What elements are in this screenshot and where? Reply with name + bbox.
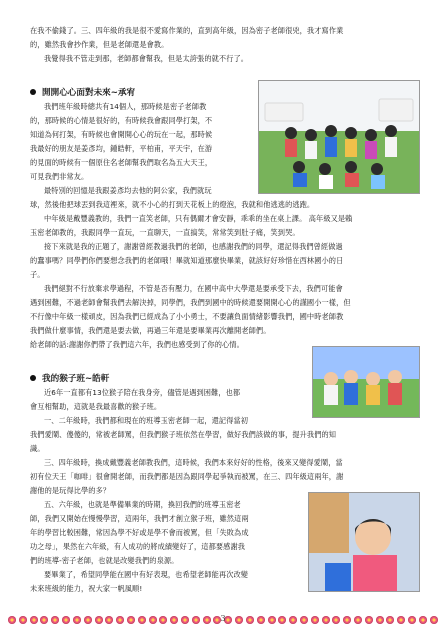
text-line: 子。 xyxy=(30,270,45,279)
section1-heading xyxy=(30,86,135,98)
section1-title: 開開心心面對未來~承宥 xyxy=(42,88,136,98)
group-photo-svg xyxy=(259,81,419,193)
text-line: 接下來就是我的正題了，謝謝曾經教過我們的老師，也感謝我們的同學，還記得我們曾經做過 xyxy=(44,242,343,251)
text-line: 的，雖然我會抄作業，但是老師還是會教。 xyxy=(30,40,169,49)
text-line: 功之母」，果然在六年級，有人成功的將成績變好了，這都要感謝我 xyxy=(30,542,246,551)
text-line: 師，我們又開始在慢慢學習，這兩年，我們才創立猴子班，雖然這兩 xyxy=(30,514,249,523)
text-line: 在我不偷錢了。三、四年級的我是很不愛寫作業的，直到高年級，因為密子老師很兇，我才寫作業 xyxy=(30,26,344,35)
section2-heading xyxy=(30,372,109,384)
text-line: 遇到困難，不過老師會幫我們去解決掉，同學們，我們到國中的時候還要開開心心的謹國小一樣，但 xyxy=(30,298,351,307)
text-line: 的蠢事嗎？同學們你們要想念我們的老師哦！畢就知道那麼快畢業，就該好好珍惜在西林國小的日 xyxy=(30,256,344,265)
text-line: 我覺得我不管走到那，老師都會幫我，但是太誇張的就不行了。 xyxy=(44,54,249,63)
text-line: 五、六年級，也就是準備畢業的時期，換回我們的班導玉密老 xyxy=(44,500,241,509)
text-line: 知道為何打架，有時候也會開開心心的玩在一起，那時候 xyxy=(30,130,213,139)
text-line: 要畢業了，希望同學能在國中有好表現，也希望老師能再次改變 xyxy=(44,570,249,579)
section2-text-top xyxy=(30,386,300,414)
section2-title: 我的猴子班~皓軒 xyxy=(42,374,110,384)
text-line: 識。 xyxy=(30,444,45,453)
kids-photo xyxy=(312,346,420,418)
text-line: 的，那時候的心情是很好的，有時候我會跟同學打架，不 xyxy=(30,116,213,125)
text-line: 們的班導-密子老師，也就是改變我們的泉源。 xyxy=(30,556,179,565)
section2-text-bottom xyxy=(30,498,300,596)
text-line: 中年級是戴豐義教的，我們一直笑老師，只有偶爾才會安靜，乖乖的坐在桌上課。 高年級又是賴 xyxy=(44,214,353,223)
text-line: 三、四年級時，換成戴豐義老師教我們，這時候，我們本來好好的性格，後來又變得愛鬧，當 xyxy=(44,458,343,467)
text-line: 我們做什麼事情，我們還是要去做，再過三年還是要畢業再次離開老師們。 xyxy=(30,326,271,335)
bullet-icon xyxy=(30,89,36,95)
section2-text-mid xyxy=(30,414,418,498)
text-line: 的見面的時候有一個原住名老師幫我們取名為五大天王， xyxy=(30,158,213,167)
text-line: 謝他的是玩得比學的多？ xyxy=(30,486,111,495)
text-line: 最特別的回憶是我跟姜彥均去他的阿公家，我們就玩 xyxy=(44,186,212,195)
page-number: 3 xyxy=(220,614,226,623)
section1-text-full xyxy=(30,198,418,352)
text-line: 會互相幫助，這就是我最喜歡的猴子班。 xyxy=(30,402,162,411)
text-line: 可見我們非常友。 xyxy=(30,172,89,181)
text-line: 玉密老師教的，我跟同學一直玩，一直聊天，一直搞笑，常常笑到肚子痛，笑到哭。 xyxy=(30,228,300,237)
text-line: 初有位天王「咖啡」很會開老師，而我們都是因為跟同學起爭執而被罵，在三、四年級這兩年，謝 xyxy=(30,472,344,481)
kids-photo-svg xyxy=(313,347,419,417)
text-line: 不行像中年級一樣頑皮，因為我們已經成為了小小勇士，不要讓負面情緒影響我們，國中時老師教 xyxy=(30,312,344,321)
text-line: 我們絕對不行放棄求學過程，不管是否有壓力，在國中高中大學還是要承受下去，我們可能會 xyxy=(44,284,343,293)
text-line: 給老師的話:謝謝你們帶了我們這六年，我們也感受到了你的心情。 xyxy=(30,340,244,349)
text-line: 我最好的朋友是姜彥均，鍾皓軒，平柏甫，平天宇，在游 xyxy=(30,144,213,153)
text-line: 我們愛鬧、傻傻的，常被老師罵，但我們猴子班依然在學習，做好我們該做的事，提升我們的知 xyxy=(30,430,337,439)
text-line: 年的學習比較困難，常因為學不好或是學不會而被罵，但「失敗為成 xyxy=(30,528,249,537)
group-photo xyxy=(258,80,420,194)
teacher-photo-svg xyxy=(309,493,419,591)
section1-text-left xyxy=(30,100,254,198)
intro-text xyxy=(30,24,418,66)
text-line: 未來班級的能力，祝大家一帆風順! xyxy=(30,584,143,593)
text-line: 一、二年級時，我們都和現在的班導玉密老師一起，還記得當初 xyxy=(44,416,249,425)
text-line: 球，然後他把球丟到我這裡來，就不小心的打到天花板上的燈泡，我就和他逃逃的逃跑。 xyxy=(30,200,315,209)
text-line: 近6年一直都有13位猴子陪在我身旁，儘管是遇到困難，也都 xyxy=(44,388,241,397)
bullet-icon xyxy=(30,375,36,381)
teacher-photo xyxy=(308,492,420,592)
text-line: 我們班年級時總共有14個人，那時候是密子老師教 xyxy=(44,102,207,111)
